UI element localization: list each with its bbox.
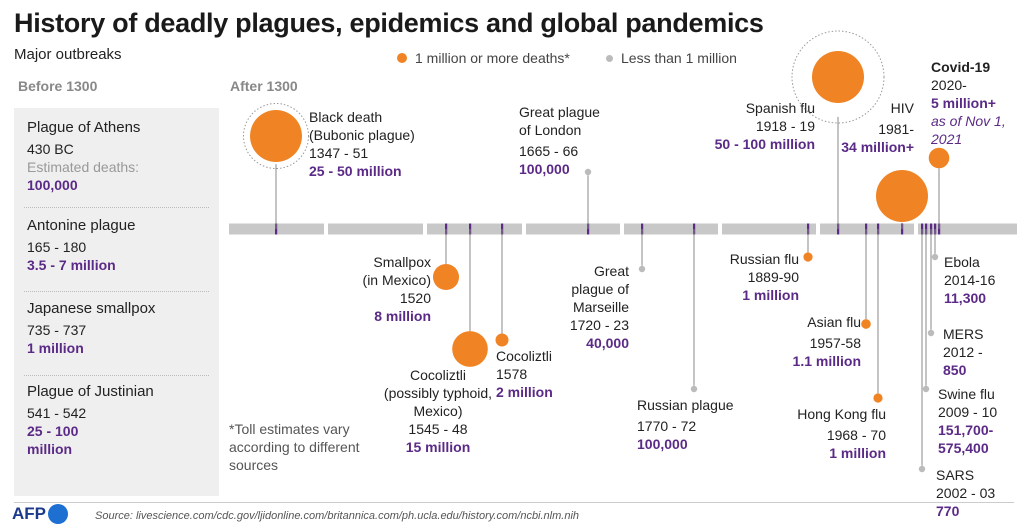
divider bbox=[24, 207, 209, 208]
event-note: as of Nov 1, 2021 bbox=[931, 113, 1006, 147]
timeline-segment bbox=[624, 224, 718, 235]
event-bubble bbox=[812, 51, 864, 103]
event-swine-flu bbox=[938, 385, 1018, 457]
event-deaths: 50 - 100 million bbox=[714, 136, 815, 152]
event-bubble bbox=[861, 319, 871, 329]
event-japanese-smallpox bbox=[27, 300, 155, 357]
event-deaths: 25 - 100 million bbox=[27, 423, 79, 457]
event-name-sub: of London bbox=[519, 122, 582, 138]
event-name: MERS bbox=[943, 326, 984, 342]
event-period: 1770 - 72 bbox=[637, 418, 697, 434]
afp-logo-circle-icon bbox=[48, 504, 68, 524]
event-name: Asian flu bbox=[807, 314, 861, 330]
event-name: Great plague bbox=[519, 104, 600, 120]
event-period: 2014-16 bbox=[944, 272, 996, 288]
event-name: Russian plague bbox=[637, 397, 734, 413]
event-russian-plague bbox=[637, 396, 734, 453]
event-name: Cocoliztli bbox=[409, 367, 466, 383]
event-name-sub: plague of bbox=[571, 281, 629, 297]
event-name: HIV bbox=[890, 100, 914, 116]
event-deaths: 8 million bbox=[374, 308, 431, 324]
event-name: Swine flu bbox=[938, 386, 995, 402]
event-great-plague-london bbox=[519, 103, 600, 178]
legend-major bbox=[397, 50, 570, 66]
section-before-1300: Before 1300 bbox=[18, 78, 98, 94]
event-name-sub2: Marseille bbox=[572, 299, 629, 315]
legend-minor-dot-icon bbox=[606, 55, 613, 62]
event-period: 1347 - 51 bbox=[309, 145, 369, 161]
timeline-segment bbox=[427, 224, 522, 235]
source-note: Source: livescience.com/cdc.gov/ljidonline.com/britannica.com/ph.ucla.edu/history.com/ncbi.nlm.nih bbox=[95, 510, 580, 522]
timeline-segment bbox=[328, 224, 423, 235]
event-deaths: 100,000 bbox=[519, 161, 570, 177]
event-name: Spanish flu bbox=[745, 100, 815, 116]
event-deaths: 1 million bbox=[27, 340, 84, 356]
timeline-segment bbox=[526, 224, 620, 235]
event-black-death bbox=[309, 108, 415, 180]
event-name: Plague of Justinian bbox=[27, 383, 154, 400]
event-deaths: 1 million bbox=[742, 287, 799, 303]
event-mers bbox=[943, 325, 983, 379]
event-period: 1957-58 bbox=[809, 335, 861, 351]
event-deaths: 100,000 bbox=[637, 436, 688, 452]
timeline-segment bbox=[918, 224, 1017, 235]
event-period: 735 - 737 bbox=[27, 322, 87, 338]
event-bubble bbox=[873, 393, 882, 402]
event-ebola bbox=[944, 253, 995, 307]
event-period: 165 - 180 bbox=[27, 239, 87, 255]
event-antonine-plague bbox=[27, 217, 135, 274]
event-plague-of-justinian bbox=[27, 383, 154, 458]
event-deaths: 3.5 - 7 million bbox=[27, 257, 116, 273]
event-deaths: 2 million bbox=[496, 384, 553, 400]
event-spanish-flu bbox=[700, 99, 815, 153]
event-name: Great bbox=[593, 263, 629, 279]
bottom-rule bbox=[14, 502, 1014, 503]
event-name-sub2: Mexico) bbox=[413, 403, 463, 419]
event-deaths: 40,000 bbox=[586, 335, 629, 351]
page-title: History of deadly plagues, epidemics and global pandemics bbox=[14, 8, 764, 38]
brand-label: AFP bbox=[12, 504, 46, 523]
event-deaths: 151,700-575,400 bbox=[938, 422, 994, 456]
event-deaths: 100,000 bbox=[27, 177, 78, 193]
event-period: 541 - 542 bbox=[27, 405, 87, 421]
event-period: 1889-90 bbox=[747, 269, 799, 285]
divider bbox=[24, 291, 209, 292]
event-period: 2020- bbox=[931, 77, 967, 93]
footnote-line: according to different bbox=[229, 439, 360, 455]
event-period: 1520 bbox=[399, 290, 431, 306]
event-russian-flu bbox=[700, 250, 799, 304]
event-bubble bbox=[923, 386, 929, 392]
event-deaths: 1.1 million bbox=[792, 353, 861, 369]
afp-logo bbox=[12, 504, 68, 524]
event-deaths: 850 bbox=[943, 362, 967, 378]
section-after-1300: After 1300 bbox=[230, 78, 298, 94]
event-deaths: 770 bbox=[936, 503, 960, 519]
event-period: 1545 - 48 bbox=[408, 421, 468, 437]
event-deaths: 34 million+ bbox=[841, 139, 914, 155]
event-name: Ebola bbox=[944, 254, 980, 270]
event-covid-19 bbox=[931, 58, 1013, 148]
event-name: Russian flu bbox=[729, 251, 799, 267]
event-bubble bbox=[919, 466, 925, 472]
event-hong-kong-flu bbox=[770, 405, 886, 462]
event-great-plague-marseille bbox=[540, 262, 629, 352]
event-period: 2009 - 10 bbox=[938, 404, 998, 420]
event-bubble bbox=[250, 110, 302, 162]
event-name-sub: (Bubonic plague) bbox=[309, 127, 415, 143]
event-name: Black death bbox=[309, 109, 383, 125]
event-period: 1918 - 19 bbox=[755, 118, 815, 134]
event-bubble bbox=[691, 386, 697, 392]
event-smallpox-mexico bbox=[331, 253, 431, 325]
event-name-sub: (possibly typhoid, bbox=[383, 385, 493, 401]
legend-minor bbox=[606, 50, 737, 66]
event-bubble bbox=[929, 148, 950, 169]
event-period: 1968 - 70 bbox=[826, 427, 886, 443]
event-deaths: 15 million bbox=[405, 439, 471, 455]
event-name: Cocoliztli bbox=[496, 348, 553, 364]
event-deaths: 1 million bbox=[829, 445, 886, 461]
page-subtitle: Major outbreaks bbox=[14, 46, 122, 63]
event-hiv bbox=[840, 99, 914, 156]
event-period: 430 BC bbox=[27, 141, 74, 157]
event-bubble bbox=[876, 170, 928, 222]
event-deaths: 5 million+ bbox=[931, 95, 996, 111]
footnote-line: *Toll estimates vary bbox=[229, 421, 350, 437]
timeline-bar bbox=[229, 224, 1017, 235]
timeline-segment bbox=[722, 224, 816, 235]
event-name: Antonine plague bbox=[27, 217, 136, 234]
event-bubble bbox=[495, 333, 508, 346]
event-asian-flu bbox=[760, 313, 861, 370]
footnote bbox=[229, 420, 360, 474]
event-bubble bbox=[639, 266, 645, 272]
event-bubble bbox=[932, 254, 938, 260]
event-period: 2002 - 03 bbox=[936, 485, 996, 501]
event-cocoliztli-1578 bbox=[496, 347, 553, 401]
legend-major-dot-icon bbox=[397, 53, 407, 63]
event-name: Hong Kong flu bbox=[797, 406, 886, 422]
event-plague-of-athens bbox=[27, 119, 140, 194]
event-bubble bbox=[452, 331, 488, 367]
event-deaths: 11,300 bbox=[944, 290, 987, 306]
event-bubble bbox=[433, 264, 459, 290]
event-name: SARS bbox=[936, 467, 975, 483]
event-name: Smallpox bbox=[373, 254, 431, 270]
legend-minor-label: Less than 1 million bbox=[621, 50, 737, 66]
divider bbox=[24, 375, 209, 376]
footnote-line: sources bbox=[229, 457, 279, 473]
event-period: 2012 - bbox=[943, 344, 983, 360]
event-deaths: 25 - 50 million bbox=[309, 163, 402, 179]
event-bubble bbox=[803, 252, 812, 261]
legend-major-label: 1 million or more deaths* bbox=[415, 50, 570, 66]
event-period: 1578 bbox=[496, 366, 528, 382]
event-bubble bbox=[928, 330, 934, 336]
event-period: 1720 - 23 bbox=[569, 317, 629, 333]
event-sars bbox=[936, 466, 995, 520]
event-name: Covid-19 bbox=[931, 59, 991, 75]
event-name: Japanese smallpox bbox=[27, 300, 156, 317]
event-period: 1665 - 66 bbox=[519, 143, 579, 159]
estimate-label: Estimated deaths: bbox=[27, 159, 140, 175]
event-name-sub: (in Mexico) bbox=[362, 272, 431, 288]
event-period: 1981- bbox=[878, 121, 914, 137]
event-name: Plague of Athens bbox=[27, 119, 141, 136]
